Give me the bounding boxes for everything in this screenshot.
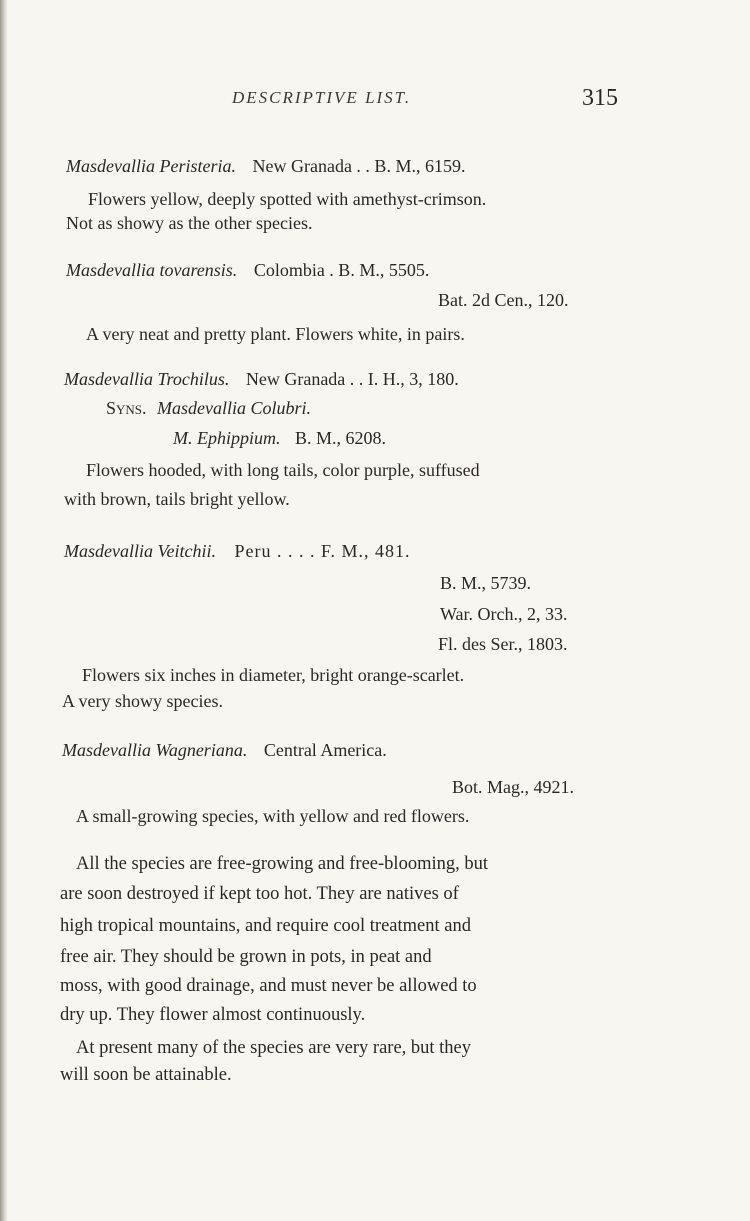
entry-trochilus-heading bbox=[64, 368, 459, 390]
paragraph-line: are soon destroyed if kept too hot. They are natives of bbox=[60, 884, 459, 904]
origin-reference: New Granada . . I. H., 3, 180. bbox=[245, 369, 459, 389]
reference-line: Bot. Mag., 4921. bbox=[452, 777, 575, 797]
paragraph-line: high tropical mountains, and require cool treatment and bbox=[60, 916, 471, 936]
entry-wagneriana-heading bbox=[62, 739, 387, 761]
entry-description: A very showy species. bbox=[62, 691, 223, 711]
paragraph-line: free air. They should be grown in pots, in peat and bbox=[60, 947, 432, 967]
reference-line: War. Orch., 2, 33. bbox=[440, 604, 568, 624]
reference-line: Bat. 2d Cen., 120. bbox=[438, 290, 569, 310]
paragraph-line: At present many of the species are very rare, but they bbox=[76, 1038, 472, 1058]
origin-reference: Central America. bbox=[263, 740, 387, 760]
reference-line: Fl. des Ser., 1803. bbox=[438, 634, 568, 654]
species-name: Masdevallia Wagneriana. bbox=[62, 740, 248, 760]
origin-reference: New Granada . . B. M., 6159. bbox=[252, 156, 466, 176]
page-number: 315 bbox=[582, 85, 618, 111]
paragraph-line: dry up. They flower almost continuously. bbox=[60, 1005, 366, 1025]
reference-line: B. M., 5739. bbox=[440, 573, 532, 593]
entry-description: with brown, tails bright yellow. bbox=[64, 489, 290, 509]
paragraph-line: will soon be attainable. bbox=[60, 1065, 232, 1085]
species-name: Masdevallia Veitchii. bbox=[64, 541, 216, 561]
synonyms-line bbox=[106, 397, 311, 419]
entry-description: Flowers hooded, with long tails, color purple, suffused bbox=[86, 460, 480, 480]
running-title: DESCRIPTIVE LIST. bbox=[232, 88, 412, 107]
entry-peristeria-heading bbox=[66, 155, 465, 177]
species-name: Masdevallia tovarensis. bbox=[66, 260, 238, 280]
page-header bbox=[0, 85, 750, 118]
species-name: Masdevallia Trochilus. bbox=[64, 369, 230, 389]
entry-description: A very neat and pretty plant. Flowers white, in pairs. bbox=[86, 324, 465, 344]
synonym-reference: B. M., 6208. bbox=[295, 428, 387, 448]
entry-tovarensis-heading bbox=[66, 259, 429, 281]
page-spine-shadow bbox=[0, 0, 8, 1221]
synonym-name: Masdevallia Colubri. bbox=[157, 398, 312, 418]
origin-reference: Colombia . B. M., 5505. bbox=[253, 260, 430, 280]
paragraph-line: moss, with good drainage, and must never be allowed to bbox=[60, 976, 477, 996]
paragraph-line: All the species are free-growing and free-blooming, but bbox=[76, 854, 488, 874]
entry-description: Flowers yellow, deeply spotted with amethyst-crimson. bbox=[88, 189, 487, 209]
origin-reference: Peru . . . . F. M., 481. bbox=[234, 541, 411, 561]
syns-label: Syns. bbox=[106, 398, 147, 418]
entry-veitchii-heading bbox=[64, 540, 411, 562]
entry-description: Not as showy as the other species. bbox=[66, 213, 313, 233]
entry-description: A small-growing species, with yellow and red flowers. bbox=[76, 806, 470, 826]
synonym-name: M. Ephippium. bbox=[173, 428, 281, 448]
species-name: Masdevallia Peristeria. bbox=[66, 156, 236, 176]
entry-description: Flowers six inches in diameter, bright orange-scarlet. bbox=[82, 665, 465, 685]
synonym-line-2 bbox=[173, 427, 386, 449]
